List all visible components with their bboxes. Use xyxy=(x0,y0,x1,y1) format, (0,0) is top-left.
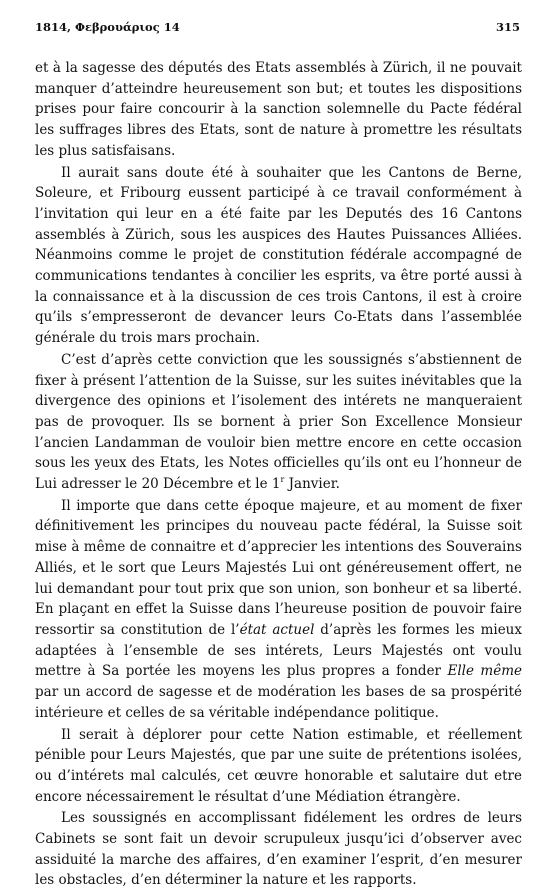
superscript: r xyxy=(280,475,285,485)
paragraph xyxy=(35,496,522,724)
text-run: C’est d’après cette conviction que les soussignés s’abstiennent de fixer à présent l’attention de la Suisse, sur les suites inévitables que la divergence des opinions et l’isolement des intérets ne manqueraient pas de provoquer. Ils se bornent à prier Son Excellence Monsieur l’ancien Landamman de vouloir bien mettre encore en cette occasion sous les yeux des Etats, les Notes officielles qu’ils ont eu l’honneur de Lui adresser le 20 Décembre et le 1 xyxy=(35,351,522,493)
text-run: et à la sagesse des députés des Etats assemblés à Zürich, il ne pouvait manquer d’atteindre heureusement son but; et toutes les dispositions prises pour faire concourir à la sanction solemnelle du Pacte fédéral les suffrages libres des Etats, sont de nature à promettre les résultats les plus satisfaisans. xyxy=(35,60,522,159)
emphasized-text: état actuel xyxy=(239,621,315,638)
page-number: 315 xyxy=(495,20,520,34)
paragraph xyxy=(35,163,522,349)
text-run: d’après les formes les mieux adaptées à l’ensemble de ses intérets, Leurs Majestés ont voulu mettre à Sa portée les moyens les plus propres a fonder xyxy=(35,621,522,680)
paragraph xyxy=(35,58,522,162)
paragraph xyxy=(35,350,522,495)
text-run: par un accord de sagesse et de modération les bases de sa prospérité intérieure et celles de sa véritable indépendance politique. xyxy=(35,684,522,721)
header-date: 1814, Φεβρουάριος 14 xyxy=(35,20,180,34)
body-text xyxy=(35,58,522,891)
paragraph xyxy=(35,808,522,891)
text-run: Il importe que dans cette époque majeure, et au moment de fixer définitivement les principes du nouveau pacte fédéral, la Suisse soit mise à même de connaitre et d’apprecier les intentions des Souverains Alliés, et le sort que Leurs Majestés Lui ont généreusement offert, ne lui demandant pour tout prix que son union, son bonheur et sa liberté. En plaçant en effet la Suisse dans l’heureuse position de pouvoir faire ressortir sa constitution de l’ xyxy=(35,497,522,638)
text-run: Il serait à déplorer pour cette Nation estimable, et réellement pénible pour Leurs Majestés, que par une suite de prétentions isolées, ou d’intérets mal calculés, cet œuvre honorable et salutaire dut etre encore nécessairement le résultat d’une Médiation étrangère. xyxy=(35,726,522,805)
emphasized-text: Elle même xyxy=(447,663,522,680)
running-header xyxy=(35,20,522,40)
text-run: Il aurait sans doute été à souhaiter que les Cantons de Berne, Soleure, et Fribourg eussent participé à ce travail conformément à l’invitation qui leur en a été faite par les Deputés des 16 Cantons assemblés à Zürich, sous les auspices des Hautes Puissances Alliées. Néanmoins comme le projet de constitution fédérale accompagné de communications tendantes à concilier les esprits, va être porté aussi à la connaissance et à la discussion de ces trois Cantons, il est à croire qu’ils s’empresseront de devancer leurs Co-Etats dans l’assemblée générale du trois mars prochain. xyxy=(35,164,522,347)
text-run: Janvier. xyxy=(284,476,340,493)
text-run: Les soussignés en accomplissant fidélement les ordres de leurs Cabinets se sont fait un devoir scrupuleux jusqu’ici d’observer avec assiduité la marche des affaires, d’en examiner l’esprit, d’en mesurer les obstacles, d’en déterminer la nature et les rapports. xyxy=(35,810,522,889)
paragraph xyxy=(35,725,522,808)
